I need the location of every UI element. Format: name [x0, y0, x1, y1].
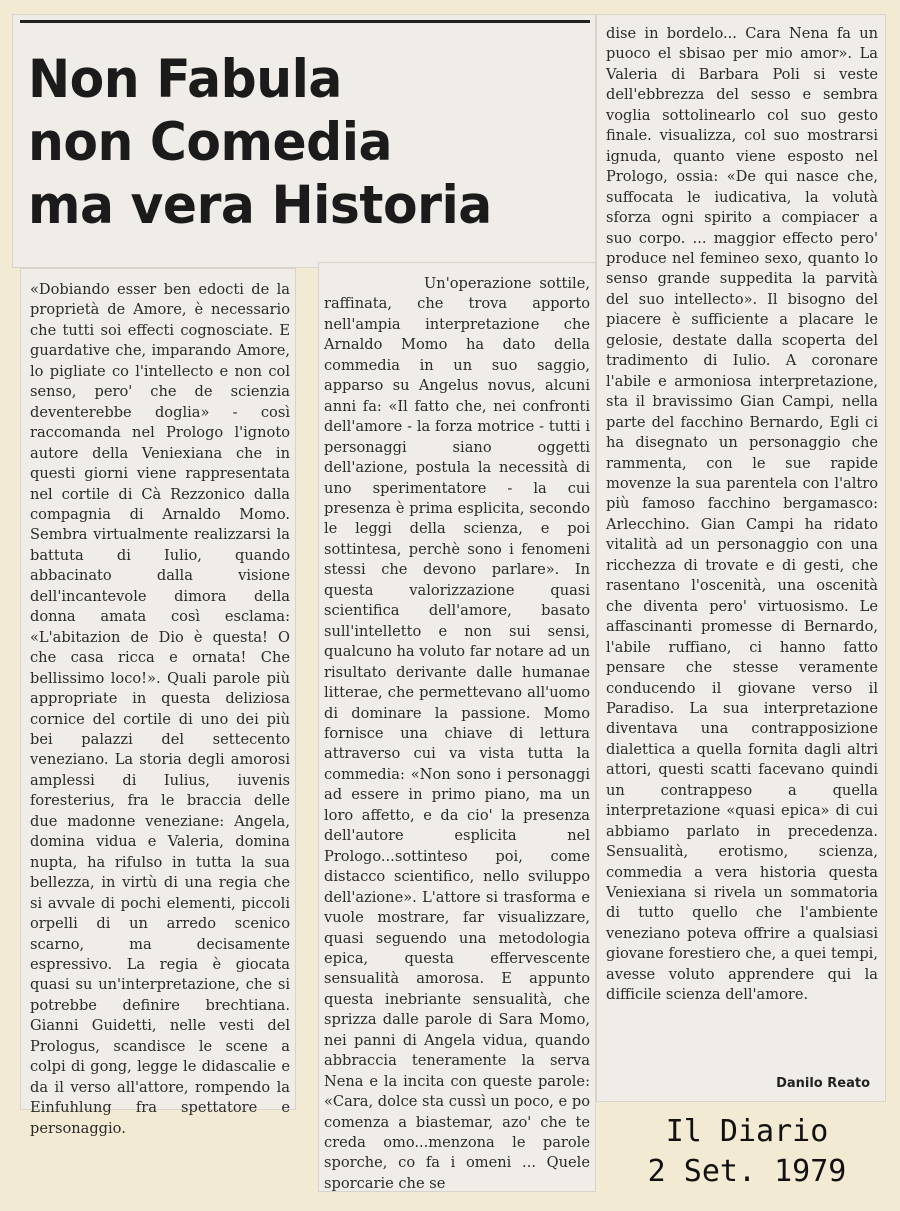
article-column-2-text: Un'operazione sottile, raffinata, che trova apporto nell'ampia interpretazione che Arnaldo Momo ha dato della commedia in un suo saggio, apparso su Angelus novus, alcuni anni fa: «Il fatto che, nei confronti dell'amore - la forza motrice - tutti i personaggi siano oggetti dell'azione, postula la necessità di uno sperimentatore - la cui presenza è prima esplicita, secondo le leggi della scienza, e poi sottintesa, perchè sono i fenomeni stessi che devono parlare». In questa valorizzazione quasi scientifica dell'amore, basato sull'intelletto e non sui sensi, qualcuno ha voluto far notare ad un risultato derivante dalle humanae litterae, che permettevano all'uomo di dominare la passione. Momo fornisce una chiave di lettura attraverso cui va vista tutta la commedia: «Non sono i personaggi ad essere in primo piano, ma un loro affetto, e da cio' la presenza dell'autore esplicita nel Prologo...sottinteso poi, come distacco scientifico, nello sviluppo dell'azione». L'attore si trasforma e vuole mostrare, far visualizzare, quasi seguendo una metodologia epica, questa effervescente sensualità amorosa. E appunto questa inebriante sensualità, che sprizza dalle parole di Sara Momo, nei panni di Angela vidua, quando abbraccia teneramente la serva Nena e la incita con queste parole: «Cara, dolce sta cussì un poco, e po comenza a biastemar, azo' che te creda omo...menzona le parole sporche, co fa i omeni ... Quele sporcarie che se — [324, 275, 590, 1192]
headline-clipping — [12, 14, 596, 268]
author-signature: Danilo Reato — [776, 1076, 870, 1091]
column-1-clipping — [20, 268, 296, 1137]
column-2-clipping — [318, 262, 596, 1192]
article-column-3: dise in bordelo... Cara Nena fa un puoco el sbisao per mio amor». La Valeria di Barbara Poli si veste dell'ebbrezza del sesso e sembra voglia sottolinearlo col suo gesto finale. visualizza, col suo mostrarsi ignuda, quanto viene esposto nel Prologo, ossia: «De qui nasce che, suffocata le iudicativa, la volutà sforza ogni spirito a compiacer a suo corpo. ... maggior effecto pero' produce nel femineo sexo, quanto lo senso grande suppedita la parvità del suo intellecto». Il bisogno del piacere è sufficiente a placare le gelosie, destate dalla scoperta del tradimento di Iulio. A coronare l'abile e armoniosa interpretazione, sta il bravissimo Gian Campi, nella parte del facchino Bernardo, Egli ci ha disegnato un personaggio che rammenta, con le sue rapide movenze la sua parentela con l'altro più famoso facchino bergamasco: Arlecchino. Gian Campi ha ridato vitalità ad un personaggio con una ricchezza di trovate e di gesti, che rasentano l'oscenità, una oscenità che diventa pero' virtuosismo. Le affascinanti promesse di Bernardo, l'abile ruffiano, ci hanno fatto pensare che stesse veramente conducendo il giovane verso il Paradiso. La sua interpretazione diventava una contrapposizione dialettica a quella fornita dagli altri attori, questi scatti facevano quindi un contrappeso a quella interpretazione «quasi epica» di cui abbiamo parlato in precedenza. Sensualità, erotismo, scienza, commedia a vera historia questa Veniexiana si rivela un sommatoria di tutto quello che l'ambiente veneziano poteva offrire a qualsiasi giovane forestiero che, a quei tempi, avesse voluto apprendere qui la difficile scienza dell'amore. — [606, 25, 878, 1004]
source-label: Il Diario 2 Set. 1979 — [647, 1114, 847, 1189]
top-rule — [20, 20, 590, 23]
article-column-2 — [324, 274, 590, 1194]
column-3-clipping — [596, 14, 886, 1102]
article-column-1: «Dobiando esser ben edocti de la proprietà de Amore, è necessario che tutti soi effecti cognosciate. E guardative che, imparando Amore, lo pigliate co l'intellecto e non col senso, pero' che de scienzia deventerebbe doglia» - così raccomanda nel Prologo l'ignoto autore della Veniexiana che in questi giorni viene rappresentata nel cortile di Cà Rezzonico dalla compagnia di Arnaldo Momo. Sembra virtualmente realizzarsi la battuta di Iulio, quando abbacinato dalla visione dell'incantevole dimora della donna amata così esclama: «L'abitazion de Dio è questa! O che casa ricca e ornata! Che bellissimo loco!». Quali parole più appropriate in questa deliziosa cornice del cortile di uno dei più bei palazzi del settecento veneziano. La storia degli amorosi amplessi di Iulius, iuvenis foresterius, fra le braccia delle due madonne veneziane: Angela, domina vidua e Valeria, domina nupta, ha rifulso in tutta la sua bellezza, in virtù di una regia che si avvale di pochi elementi, piccoli orpelli di un arredo scenico scarno, ma decisamente espressivo. La regia è giocata quasi su un'interpretazione, che si potrebbe definire brechtiana. Gianni Guidetti, nelle vesti del Prologus, scandisce le scene a colpi di gong, legge le didascalie e da il verso all'attore, rompendo la Einfuhlung fra spettatore e personaggio. — [30, 281, 290, 1137]
article-title: Non Fabula non Comedia ma vera Historia — [28, 49, 492, 236]
